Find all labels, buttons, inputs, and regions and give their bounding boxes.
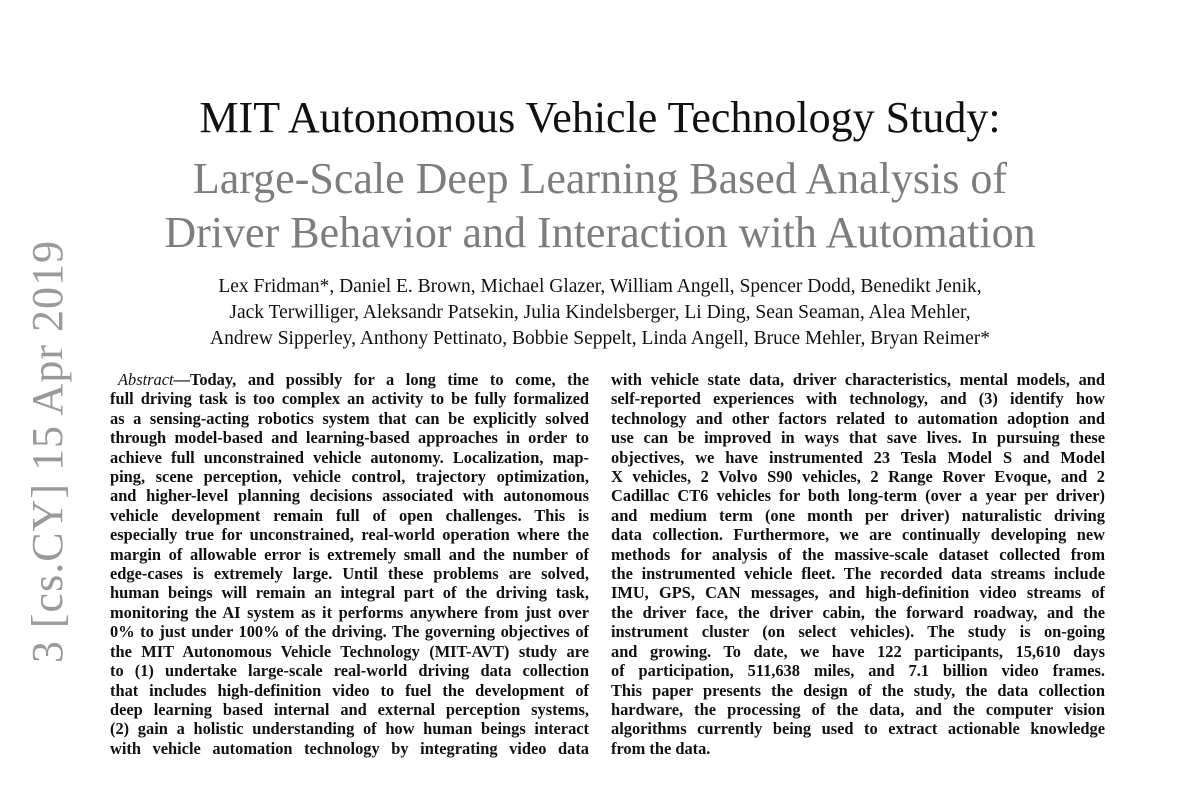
abstract-line: technology and other factors related to automation adoption and [611,408,1105,428]
abstract-line: achieve full unconstrained vehicle autonomy. Localization, map- [110,447,589,467]
abstract-line: edge-cases is extremely large. Until these problems are solved, [110,564,589,584]
paper-subtitle-line-2: Driver Behavior and Interaction with Automation [164,208,1036,257]
abstract-line: IMU, GPS, CAN messages, and high-definition video streams of [611,583,1105,603]
abstract-line: ping, scene perception, vehicle control, trajectory optimization, [110,467,589,487]
abstract-line: especially true for unconstrained, real-world operation where the [110,525,589,545]
abstract-label: Abstract [118,370,174,389]
abstract-line: monitoring the AI system as it performs anywhere from just over [110,602,589,622]
abstract-line: the MIT Autonomous Vehicle Technology (MIT-AVT) study are [110,641,589,661]
abstract-line: the driver face, the driver cabin, the forward roadway, and the [611,602,1105,622]
abstract-line [110,370,589,389]
abstract-line: objectives, we have instrumented 23 Tesla Model S and Model [611,447,1105,467]
abstract-line: self-reported experiences with technology, and (3) identify how [611,389,1105,409]
abstract-line: and medium term (one month per driver) naturalistic driving [611,505,1105,525]
abstract-line: Cadillac CT6 vehicles for both long-term (over a year per driver) [611,486,1105,506]
abstract-line: full driving task is too complex an activity to be fully formalized [110,389,589,409]
abstract-line: deep learning based internal and external perception systems, [110,699,589,719]
abstract-line: 0% to just under 100% of the driving. The governing objectives of [110,622,589,642]
paper-title-line-1: MIT Autonomous Vehicle Technology Study: [199,93,1001,142]
abstract-line: data collection. Furthermore, we are continually developing new [611,525,1105,545]
arxiv-identifier-stamp: 3 [cs.CY] 15 Apr 2019 [23,240,72,664]
abstract-right-column [611,370,1105,758]
author-line: Andrew Sipperley, Anthony Pettinato, Bobbie Seppelt, Linda Angell, Bruce Mehler, Bryan Reimer* [210,328,990,349]
abstract-line: hardware, the processing of the data, and the computer vision [611,699,1105,719]
abstract-line: with vehicle state data, driver characteristics, mental models, and [611,370,1105,389]
abstract-line: human beings will remain an integral part of the driving task, [110,583,589,603]
author-line: Lex Fridman*, Daniel E. Brown, Michael Glazer, William Angell, Spencer Dodd, Benedikt Jenik, [218,276,982,297]
author-list [0,274,1200,352]
abstract-line: instrument cluster (on select vehicles). The study is on-going [611,622,1105,642]
paper-subtitle-line-1: Large-Scale Deep Learning Based Analysis of [192,154,1008,203]
abstract-line: as a sensing-acting robotics system that can be explicitly solved [110,408,589,428]
abstract-line: algorithms currently being used to extract actionable knowledge [611,719,1105,739]
abstract-line: from the data. [611,738,711,758]
abstract-line: with vehicle automation technology by integrating video data [110,738,589,758]
abstract-line: to (1) undertake large-scale real-world driving data collection [110,661,589,681]
abstract-line: use can be improved in ways that save lives. In pursuing these [611,428,1105,448]
abstract-line: the instrumented vehicle fleet. The recorded data streams include [611,564,1105,584]
abstract-line: and growing. To date, we have 122 participants, 15,610 days [611,641,1105,661]
abstract-line: margin of allowable error is extremely small and the number of [110,544,589,564]
abstract-line: This paper presents the design of the study, the data collection [611,680,1105,700]
abstract-left-column [110,370,589,758]
abstract-line: (2) gain a holistic understanding of how human beings interact [110,719,589,739]
abstract-line: vehicle development remain full of open challenges. This is [110,505,589,525]
author-line: Jack Terwilliger, Aleksandr Patsekin, Julia Kindelsberger, Li Ding, Sean Seaman, Alea Mehler, [229,302,971,323]
abstract-line: X vehicles, 2 Volvo S90 vehicles, 2 Range Rover Evoque, and 2 [611,467,1105,487]
abstract-line: and higher-level planning decisions associated with autonomous [110,486,589,506]
abstract-line: through model-based and learning-based approaches in order to [110,428,589,448]
abstract-line: that includes high-definition video to fuel the development of [110,680,589,700]
abstract-line: of participation, 511,638 miles, and 7.1 billion video frames. [611,661,1105,681]
abstract-first-line-text: —Today, and possibly for a long time to come, the [173,370,589,389]
abstract-line: methods for analysis of the massive-scale dataset collected from [611,544,1105,564]
